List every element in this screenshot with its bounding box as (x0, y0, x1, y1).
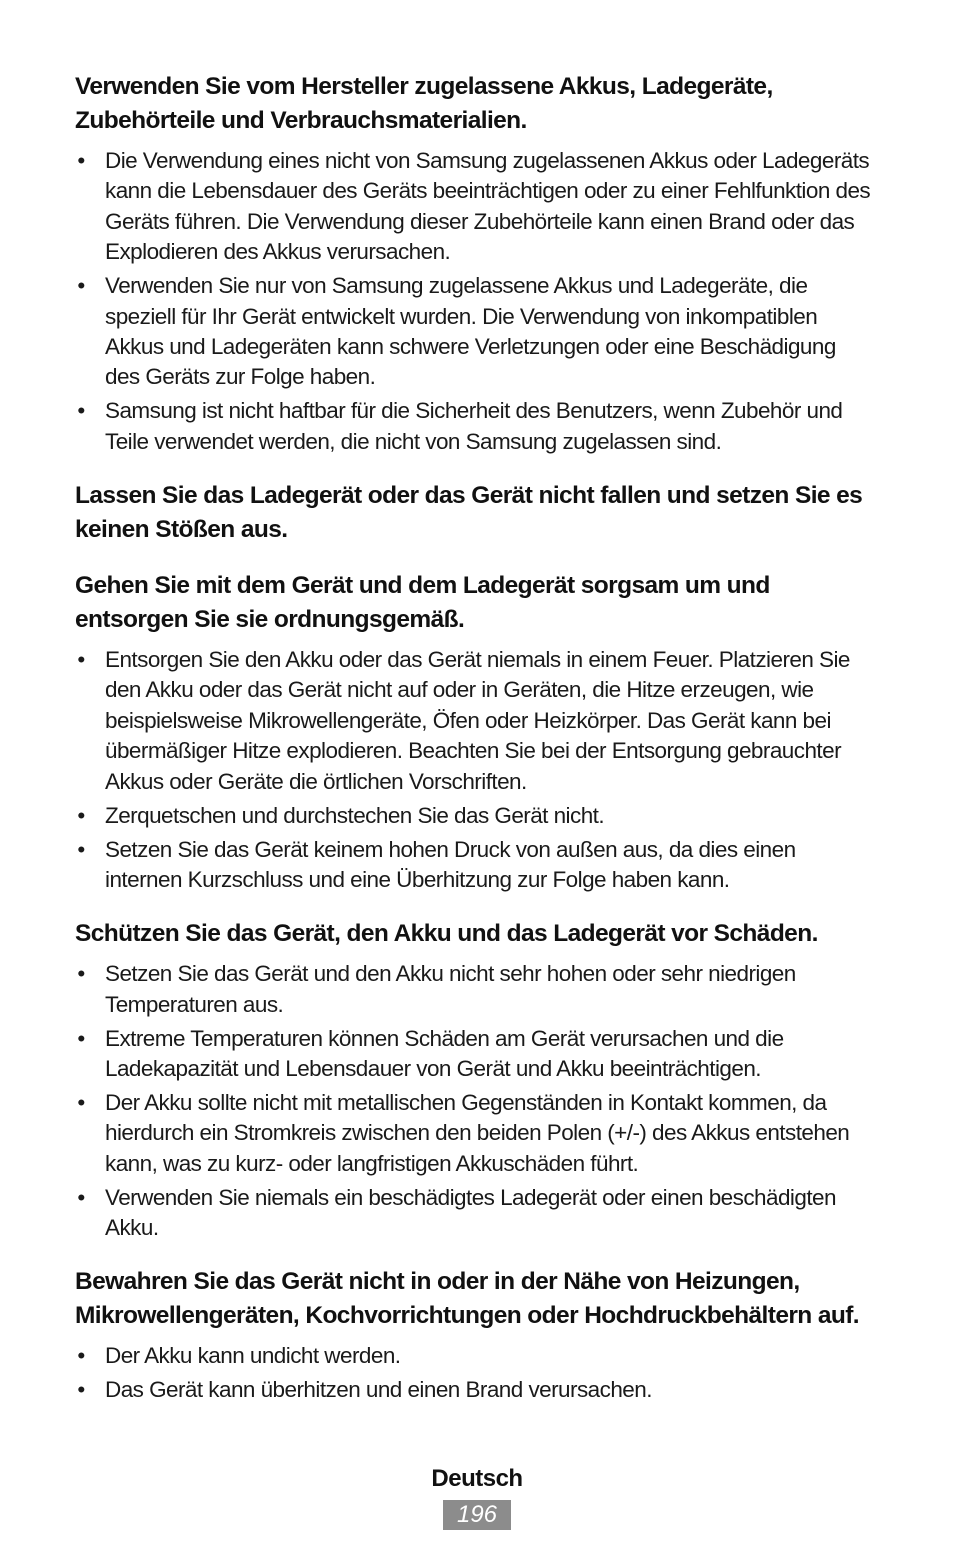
list-item-text: Die Verwendung eines nicht von Samsung zugelassenen Akkus oder Ladegeräts kann die Lebensdauer des Geräts beeinträchtigen oder zu einer Fehlfunktion des Geräts führen. Die Verwendung dieser Zubehörteile kann einen Brand oder das Explodieren des Akkus verursachen. (105, 148, 871, 265)
bullet-icon: • (77, 961, 85, 987)
bullet-list (75, 1341, 875, 1405)
section-approved-accessories (75, 70, 875, 457)
list-item (75, 1183, 875, 1244)
list-item-text: Entsorgen Sie den Akku oder das Gerät niemals in einem Feuer. Platzieren Sie den Akku oder das Gerät nicht auf oder in Geräten, die Hitze erzeugen, wie beispielsweise Mikrowellengeräte, Öfen oder Heizkörper. Das Gerät kann bei übermäßiger Hitze explodieren. Beachten Sie bei der Entsorgung gebrauchter Akkus oder Geräte die örtlichen Vorschriften. (105, 647, 850, 794)
section-heading: Verwenden Sie vom Hersteller zugelassene Akkus, Ladegeräte, Zubehörteile und Verbrauchsmaterialien. (75, 73, 773, 134)
bullet-icon: • (77, 1184, 85, 1210)
bullet-icon: • (77, 398, 85, 424)
bullet-list (75, 645, 875, 895)
section-heading: Schützen Sie das Gerät, den Akku und das Ladegerät vor Schäden. (75, 920, 818, 948)
section-heading: Gehen Sie mit dem Gerät und dem Ladegerät sorgsam um und entsorgen Sie sie ordnungsgemäß. (75, 572, 770, 634)
list-item (75, 1341, 875, 1371)
list-item (75, 1024, 875, 1085)
section-heading: Bewahren Sie das Gerät nicht in oder in der Nähe von Heizungen, Mikrowellengeräten, Kochvorrichtungen oder Hochdruckbehältern auf. (75, 1268, 860, 1330)
bullet-icon: • (77, 836, 85, 862)
list-item-text: Der Akku kann undicht werden. (105, 1343, 401, 1369)
page-content (75, 70, 875, 1428)
list-item (75, 801, 875, 831)
section-protect-device (75, 917, 875, 1243)
list-item-text: Zerquetschen und durchstechen Sie das Gerät nicht. (105, 802, 605, 828)
bullet-icon: • (77, 1025, 85, 1051)
list-item (75, 835, 875, 896)
bullet-icon: • (77, 1343, 85, 1369)
section-heat-sources (75, 1265, 875, 1405)
bullet-icon: • (77, 1377, 85, 1403)
list-item (75, 271, 875, 393)
list-item (75, 959, 875, 1020)
list-item (75, 146, 875, 268)
footer-language: Deutsch (431, 1465, 523, 1492)
bullet-icon: • (77, 647, 85, 673)
list-item-text: Verwenden Sie niemals ein beschädigtes Ladegerät oder einen beschädigten Akku. (105, 1184, 836, 1241)
list-item-text: Der Akku sollte nicht mit metallischen Gegenständen in Kontakt kommen, da hierdurch ein Stromkreis zwischen den beiden Polen (+/-) des Akkus entstehen kann, was zu kurz- oder langfristigen Akkuschäden führt. (105, 1089, 850, 1176)
list-item-text: Setzen Sie das Gerät und den Akku nicht sehr hohen oder sehr niedrigen Temperaturen aus. (105, 961, 796, 1017)
bullet-list (75, 959, 875, 1243)
list-item (75, 396, 875, 457)
list-item (75, 645, 875, 797)
page-number: 196 (443, 1500, 511, 1530)
list-item-text: Das Gerät kann überhitzen und einen Brand verursachen. (105, 1377, 652, 1403)
list-item-text: Extreme Temperaturen können Schäden am Gerät verursachen und die Ladekapazität und Lebensdauer von Gerät und Akku beeinträchtigen. (105, 1025, 784, 1082)
list-item-text: Setzen Sie das Gerät keinem hohen Druck von außen aus, da dies einen internen Kurzschluss und eine Überhitzung zur Folge haben kann. (105, 836, 796, 892)
section-heading: Lassen Sie das Ladegerät oder das Gerät nicht fallen und setzen Sie es keinen Stößen aus. (75, 482, 863, 544)
list-item (75, 1088, 875, 1179)
section-disposal (75, 569, 875, 895)
list-item-text: Verwenden Sie nur von Samsung zugelassene Akkus und Ladegeräte, die speziell für Ihr Gerät entwickelt wurden. Die Verwendung von inkompatiblen Akkus und Ladegeräten kann schwere Verletzungen oder eine Beschädigung des Geräts zur Folge haben. (105, 273, 836, 390)
section-no-drop (75, 479, 875, 547)
bullet-icon: • (77, 273, 85, 299)
page-footer (0, 1462, 954, 1530)
list-item-text: Samsung ist nicht haftbar für die Sicherheit des Benutzers, wenn Zubehör und Teile verwendet werden, die nicht von Samsung zugelassen sind. (105, 398, 843, 454)
list-item (75, 1375, 875, 1405)
bullet-icon: • (77, 802, 85, 828)
bullet-icon: • (77, 1089, 85, 1115)
bullet-list (75, 146, 875, 457)
bullet-icon: • (77, 148, 85, 173)
